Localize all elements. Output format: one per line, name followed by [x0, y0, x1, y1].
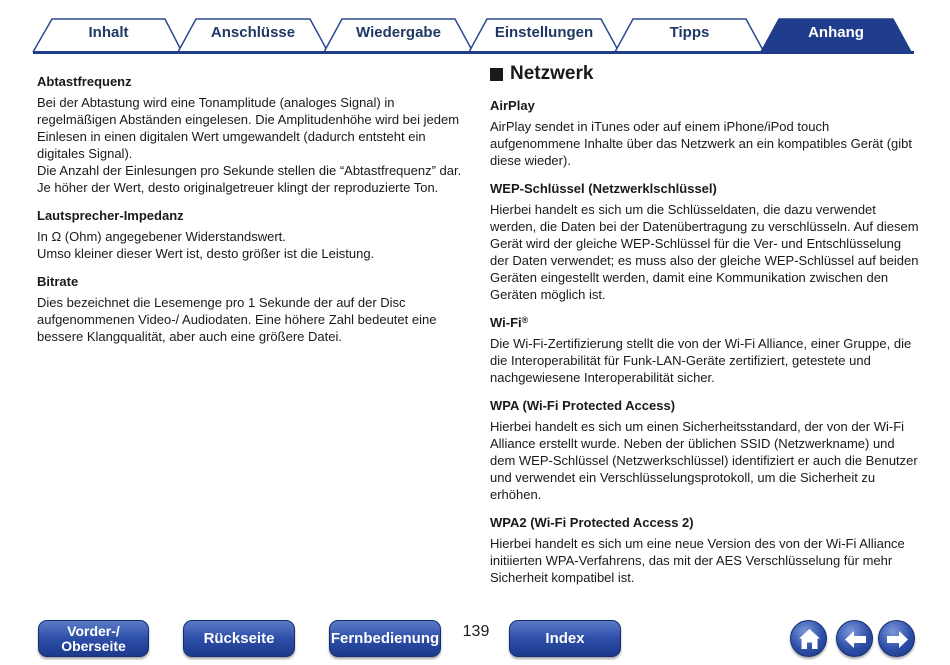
- page-number: 139: [462, 623, 490, 640]
- home-icon: [791, 621, 828, 658]
- definition-text: In Ω (Ohm) angegebener Widerstandswert.: [37, 229, 286, 244]
- left-column: [37, 62, 467, 345]
- term-lautsprecher-impedanz: Lautsprecher-Impedanz: [37, 208, 184, 223]
- front-cover-button[interactable]: [38, 620, 149, 657]
- section-heading: [490, 62, 920, 86]
- definition-text: AirPlay sendet in iTunes oder auf einem iPhone/iPod touch aufgenommene Inhalte über das Netzwerk an ein kompatibles Gerät (gibt diese wieder).: [490, 119, 913, 168]
- tab-bar: [0, 0, 950, 56]
- home-button[interactable]: [790, 620, 827, 657]
- term-bitrate: Bitrate: [37, 274, 79, 289]
- next-page-button[interactable]: [878, 620, 915, 657]
- registered-mark: ®: [521, 315, 529, 325]
- definition-text: Hierbei handelt es sich um einen Sicherheitsstandard, der von der Wi-Fi Alliance erstellt wurde. Neben der üblichen SSID (Netzwerkname) und dem WEP-Schlüssel (Netzwerkschlüssel) identifiziert er auch die Benutzer und verwendet ein Verschlüsselungsprotokoll, um die Sicherheit zu erhöhen.: [490, 419, 918, 502]
- back-panel-label: Rückseite: [203, 630, 275, 647]
- tab-inhalt[interactable]: Inhalt: [88, 24, 129, 41]
- tab-tipps[interactable]: Tipps: [669, 24, 710, 41]
- tab-anschluesse[interactable]: Anschlüsse: [210, 24, 296, 41]
- previous-page-button[interactable]: [836, 620, 873, 657]
- definition-text: Die Anzahl der Einlesungen pro Sekunde stellen die “Abtastfrequenz” dar. Je höher der Wert, desto originalgetreuer klingt der reproduzierte Ton.: [37, 163, 462, 195]
- definition-text: Dies bezeichnet die Lesemenge pro 1 Sekunde der auf der Disc aufgenommenen Video-/ Audiodaten. Eine höhere Zahl bedeutet eine bessere Klangqualität, aber auch eine größere Datei.: [37, 295, 437, 344]
- definition-text: Umso kleiner dieser Wert ist, desto größer ist die Leistung.: [37, 246, 375, 261]
- definition-text: Die Wi-Fi-Zertifizierung stellt die von der Wi-Fi Alliance, einer Gruppe, die die Interoperabilität für Funk-LAN-Geräte zertifiziert, getestete und nachgewiesene Interoperabilität sicher.: [490, 336, 912, 385]
- right-column: [490, 62, 920, 586]
- term-abtastfrequenz: Abtastfrequenz: [37, 74, 132, 89]
- term-wifi: [490, 314, 920, 331]
- index-button[interactable]: [509, 620, 621, 657]
- arrow-left-icon: [837, 621, 874, 658]
- tab-anhang[interactable]: Anhang: [808, 24, 864, 41]
- definition-text: Bei der Abtastung wird eine Tonamplitude (analoges Signal) in regelmäßigen Abständen eingelesen. Die Amplitudenhöhe wird bei jedem Einlesen in einen digitalen Wert umgewandelt (dadurch entsteht ein digitales Signal).: [37, 95, 460, 161]
- remote-control-label: Fernbedienung: [330, 630, 440, 647]
- section-title: Netzwerk: [510, 63, 594, 84]
- back-panel-button[interactable]: [183, 620, 295, 657]
- term-wifi-label: Wi-Fi: [490, 315, 522, 330]
- tab-einstellungen[interactable]: Einstellungen: [494, 24, 594, 41]
- term-wep-schluessel: WEP-Schlüssel (Netzwerklschlüssel): [490, 181, 717, 196]
- front-cover-label-line2: Oberseite: [61, 637, 126, 654]
- term-wpa2: WPA2 (Wi-Fi Protected Access 2): [490, 515, 694, 530]
- remote-control-button[interactable]: [329, 620, 441, 657]
- term-airplay: AirPlay: [490, 98, 535, 113]
- front-cover-label-line1: Vorder-/: [67, 622, 120, 639]
- arrow-right-icon: [879, 621, 916, 658]
- index-label: Index: [545, 630, 585, 647]
- definition-text: Hierbei handelt es sich um eine neue Version des von der Wi-Fi Alliance initiierten WPA-Verfahrens, das mit der AES Verschlüsselung für mehr Sicherheit kompatibel ist.: [490, 536, 905, 585]
- square-bullet-icon: [490, 68, 503, 81]
- tab-wiedergabe[interactable]: Wiedergabe: [356, 24, 441, 41]
- term-wpa: WPA (Wi-Fi Protected Access): [490, 398, 676, 413]
- definition-text: Hierbei handelt es sich um die Schlüsseldaten, die dazu verwendet werden, die Daten bei der Datenübertragung zu verschlüsseln. Auf diesem Gerät wird der gleiche WEP-Schlüssel für die Ver- und Entschlüsselung der Daten verwendet; es muss also der gleiche WEP-Schlüssel auf beiden Geräten eingestellt werden, damit eine Kommunikation zwischen den Geräten möglich ist.: [490, 202, 919, 302]
